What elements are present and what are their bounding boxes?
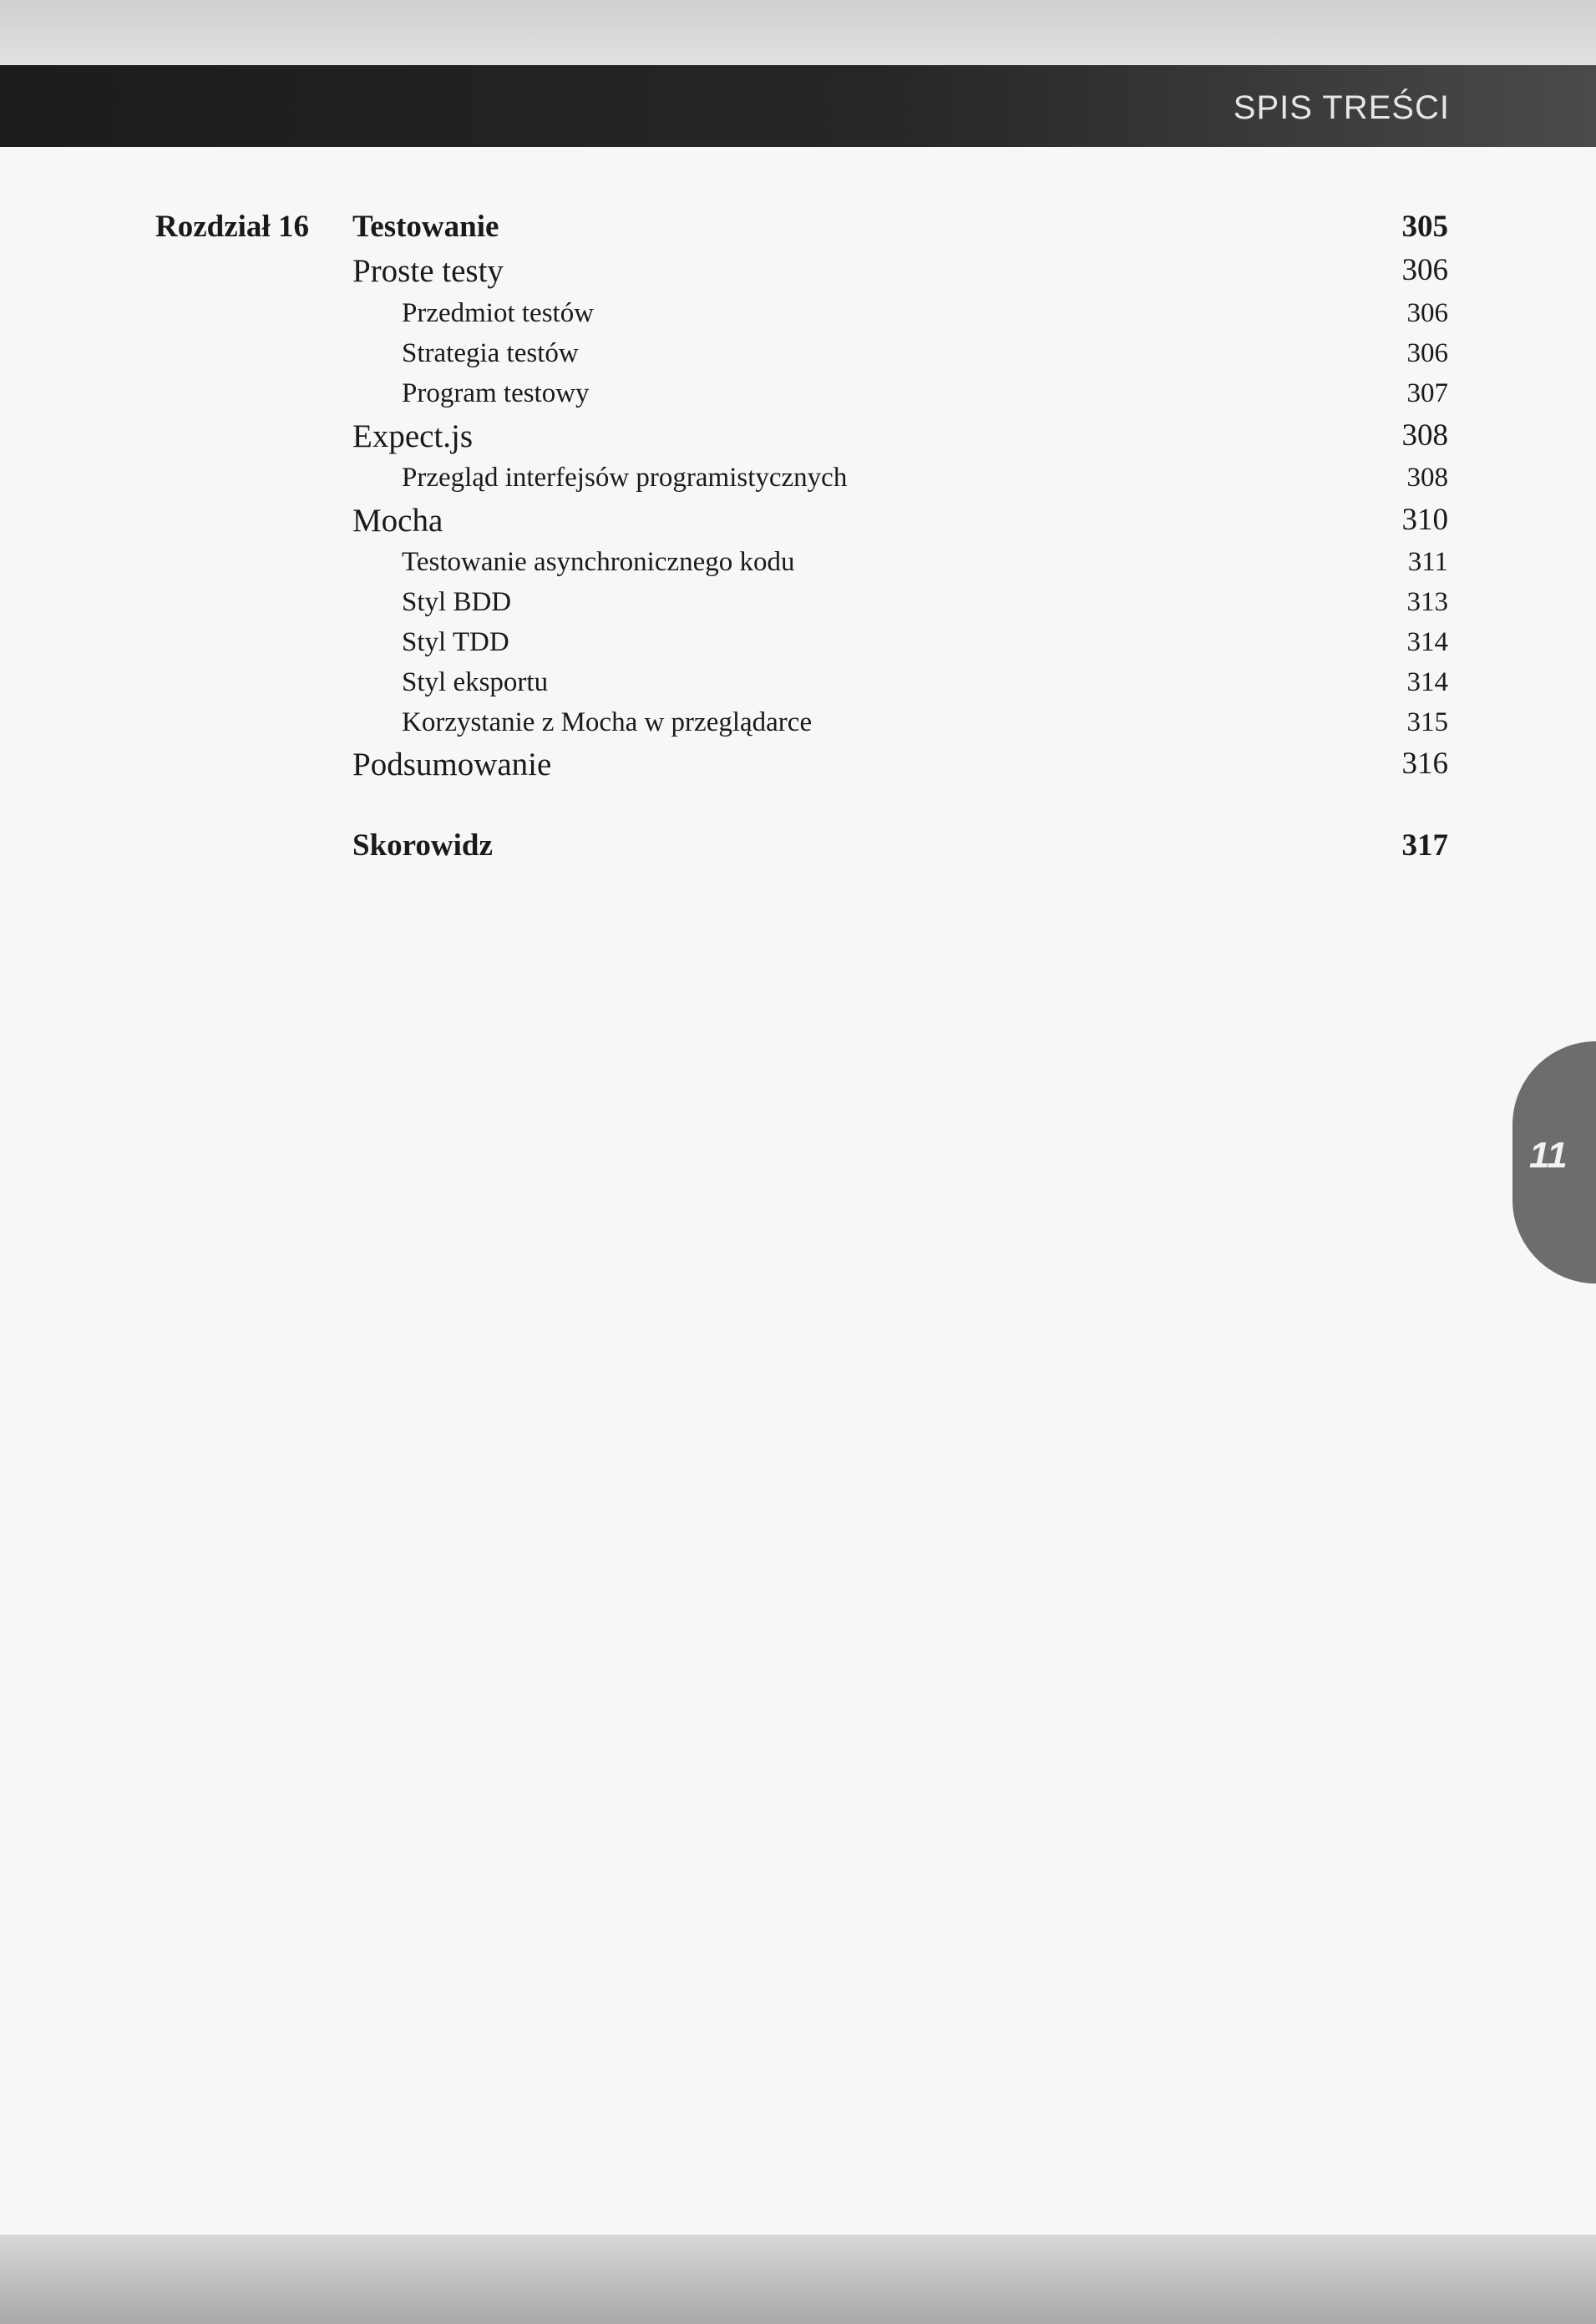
thumb-tab-number: 11 (1529, 1135, 1568, 1176)
toc-entry-title: Przegląd interfejsów programistycznych (402, 463, 848, 493)
toc-entry-page: 306 (1406, 338, 1448, 368)
toc-entry-title: Expect.js (352, 418, 474, 454)
toc-entry-page: 306 (1406, 298, 1448, 328)
toc-entry-page: 314 (1406, 667, 1448, 697)
chapter-number-label: Rozdział 16 (155, 210, 309, 244)
scan-edge-bottom (0, 2235, 1596, 2324)
toc-entry-page: 315 (1406, 707, 1448, 737)
toc-entry-title: Styl eksportu (402, 667, 549, 697)
toc-entry-page: 305 (1401, 210, 1448, 244)
toc-entry-page: 308 (1401, 418, 1448, 453)
toc-entry-page: 308 (1406, 463, 1448, 493)
toc-entry-page: 316 (1401, 747, 1448, 781)
scan-edge-top (0, 0, 1596, 65)
toc-page (0, 147, 1596, 2235)
toc-entry-page: 306 (1401, 253, 1448, 287)
toc-entry-title: Strategia testów (402, 338, 579, 368)
toc-entry-title: Styl TDD (402, 627, 509, 657)
page-header-bar (0, 65, 1596, 147)
toc-entry-title: Mocha (352, 503, 443, 539)
toc-entry-page: 307 (1406, 378, 1448, 408)
toc-entry-page: 311 (1407, 547, 1448, 577)
toc-entry-title: Korzystanie z Mocha w przeglądarce (402, 707, 813, 737)
toc-entry-title: Przedmiot testów (402, 298, 595, 328)
table-of-contents (0, 147, 1596, 1066)
toc-entry-title: Proste testy (352, 253, 504, 289)
toc-entry-title: Testowanie asynchronicznego kodu (402, 547, 795, 577)
toc-entry-title: Skorowidz (352, 828, 493, 863)
toc-entry-page: 310 (1401, 503, 1448, 537)
toc-entry-title: Program testowy (402, 378, 590, 408)
toc-entry-page: 313 (1406, 587, 1448, 617)
toc-entry-title: Testowanie (352, 210, 499, 244)
toc-entry-title: Podsumowanie (352, 747, 552, 782)
section-title: SPIS TREŚCI (1233, 89, 1450, 126)
toc-entry-page: 317 (1401, 828, 1448, 863)
toc-entry-title: Styl BDD (402, 587, 512, 617)
toc-entry-page: 314 (1406, 627, 1448, 657)
